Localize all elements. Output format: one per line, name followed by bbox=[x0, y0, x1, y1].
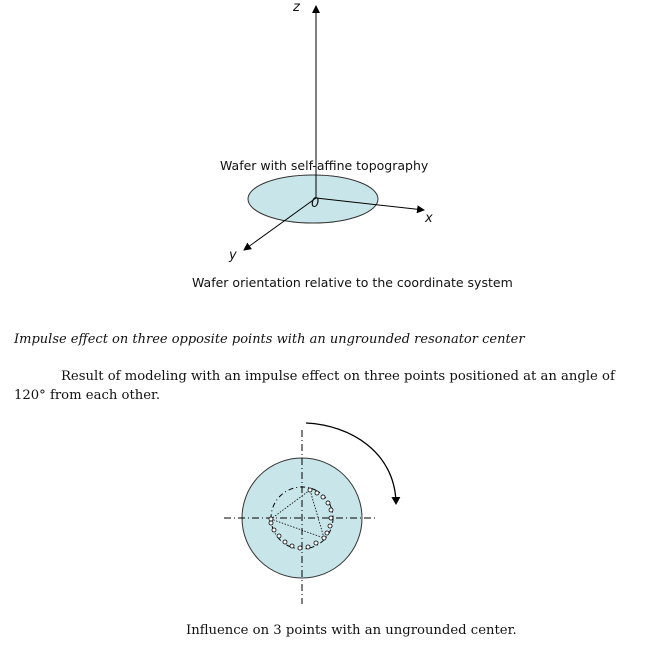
x-axis-label: x bbox=[425, 211, 433, 226]
figure2-caption: Influence on 3 points with an ungrounded center. bbox=[186, 623, 517, 638]
origin-label: 0 bbox=[311, 196, 320, 211]
y-axis-label: y bbox=[229, 248, 237, 263]
coordinate-system-figure bbox=[0, 0, 669, 300]
impulse-triangle bbox=[271, 490, 324, 538]
deformed-contour bbox=[269, 488, 333, 550]
inner-dashed-circle bbox=[271, 487, 333, 549]
resonator-disk bbox=[242, 458, 362, 578]
section-heading: Impulse effect on three opposite points with an ungrounded resonator center bbox=[14, 332, 525, 347]
clockwise-arrow-icon bbox=[306, 423, 396, 503]
body-paragraph: Result of modeling with an impulse effect on three points positioned at an angle of 120° from each other. bbox=[14, 369, 615, 403]
z-axis-label: z bbox=[293, 0, 300, 15]
figure1-caption: Wafer orientation relative to the coordinate system bbox=[192, 275, 513, 290]
wafer-label: Wafer with self-affine topography bbox=[220, 158, 429, 173]
